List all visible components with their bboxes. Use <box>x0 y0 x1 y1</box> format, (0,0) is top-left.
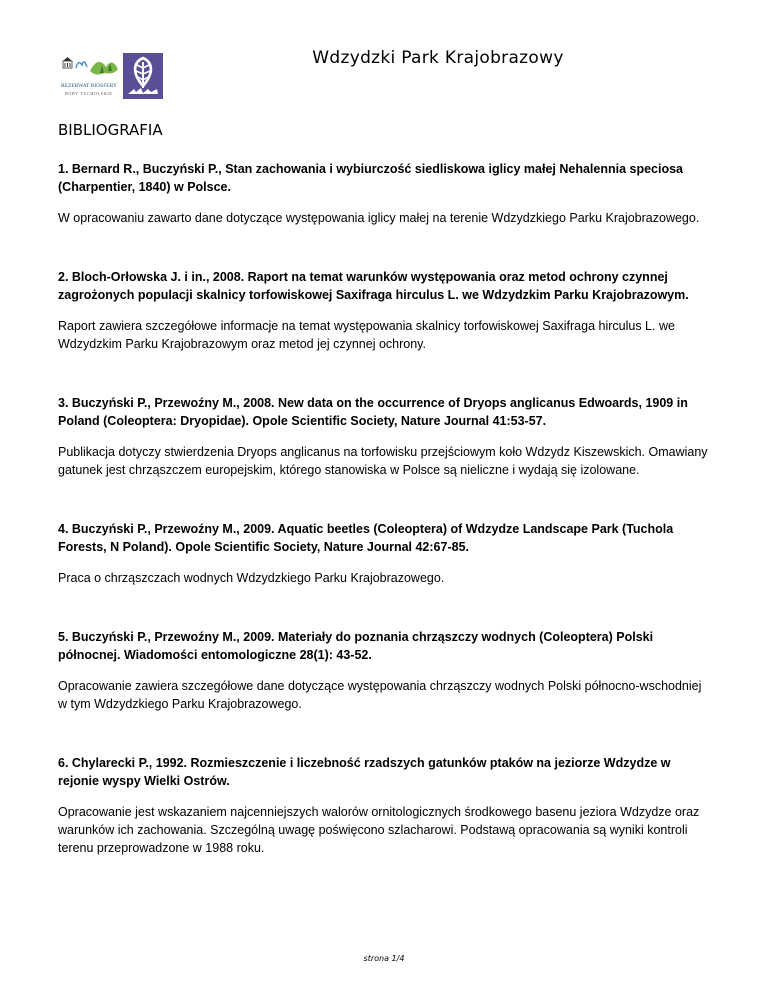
entry-description: Opracowanie jest wskazaniem najcenniejszych walorów ornitologicznych środkowego basenu jeziora Wdzydze oraz warunków ich zachowania. Szczególną uwagę poświęcono szlacharowi. Podstawą opracowania są wyniki kontroli terenu przeprowadzone w 1988 roku. <box>58 805 700 855</box>
entry-title: 3. Buczyński P., Przewoźny M., 2008. New data on the occurrence of Dryops anglicanus Edwoards, 1909 in Poland (Coleoptera: Dryopidae). Opole Scientific Society, Nature Journal 41:53-57. <box>58 396 688 428</box>
bibliography-entry <box>58 520 713 587</box>
biosphere-reserve-logo <box>60 55 122 99</box>
bibliography-entry <box>58 394 713 479</box>
bibliography-entry <box>58 754 713 857</box>
logo-caption-2: BORY TUCHOLSKIE <box>65 91 113 96</box>
wdzydzki-park-logo <box>123 53 163 99</box>
section-heading: BIBLIOGRAFIA <box>58 121 163 139</box>
logo-caption-1: REZERWAT BIOSFERY <box>61 83 117 89</box>
entry-title: 4. Buczyński P., Przewoźny M., 2009. Aquatic beetles (Coleoptera) of Wdzydze Landscape Park (Tuchola Forests, N Poland). Opole Scientific Society, Nature Journal 42:67-85. <box>58 522 674 554</box>
entry-title: 5. Buczyński P., Przewoźny M., 2009. Materiały do poznania chrząszczy wodnych (Coleoptera) Polski północnej. Wiadomości entomologiczne 28(1): 43-52. <box>58 630 654 662</box>
site-title: Wdzydzki Park Krajobrazowy <box>312 48 564 68</box>
entry-description: W opracowaniu zawarto dane dotyczące występowania iglicy małej na terenie Wdzydzkiego Parku Krajobrazowego. <box>58 211 700 225</box>
entry-description: Raport zawiera szczegółowe informacje na temat występowania skalnicy torfowiskowej Saxifraga hirculus L. we Wdzydzkim Parku Krajobrazowym oraz metod jej czynnej ochrony. <box>58 319 675 351</box>
page-number: strona 1/4 <box>363 954 405 963</box>
entry-title: 6. Chylarecki P., 1992. Rozmieszczenie i liczebność rzadszych gatunków ptaków na jeziorze Wdzydze w rejonie wyspy Wielki Ostrów. <box>58 756 671 788</box>
entry-title: 2. Bloch-Orłowska J. i in., 2008. Raport na temat warunków występowania oraz metod ochrony czynnej zagrożonych populacji skalnicy torfowiskowej Saxifraga hirculus L. we Wdzydzkim Parku Krajobrazowym. <box>58 270 689 302</box>
bibliography-entry <box>58 268 713 353</box>
bibliography-entry <box>58 160 713 227</box>
bibliography-list <box>58 160 713 857</box>
entry-title: 1. Bernard R., Buczyński P., Stan zachowania i wybiurczość siedliskowa iglicy małej Nehalennia speciosa (Charpentier, 1840) w Polsce. <box>58 162 684 194</box>
entry-description: Opracowanie zawiera szczegółowe dane dotyczące występowania chrząszczy wodnych Polski północno-wschodniej w tym Wdzydzkiego Parku Krajobrazowego. <box>58 679 702 711</box>
header-logos <box>60 53 163 99</box>
bibliography-entry <box>58 628 713 713</box>
entry-description: Praca o chrząszczach wodnych Wdzydzkiego Parku Krajobrazowego. <box>58 571 445 585</box>
entry-description: Publikacja dotyczy stwierdzenia Dryops anglicanus na torfowisku przejściowym koło Wdzydz Kiszewskich. Omawiany gatunek jest chrząszczem europejskim, którego stanowiska w Polsce są nieliczne i wydają się izolowane. <box>58 445 708 477</box>
